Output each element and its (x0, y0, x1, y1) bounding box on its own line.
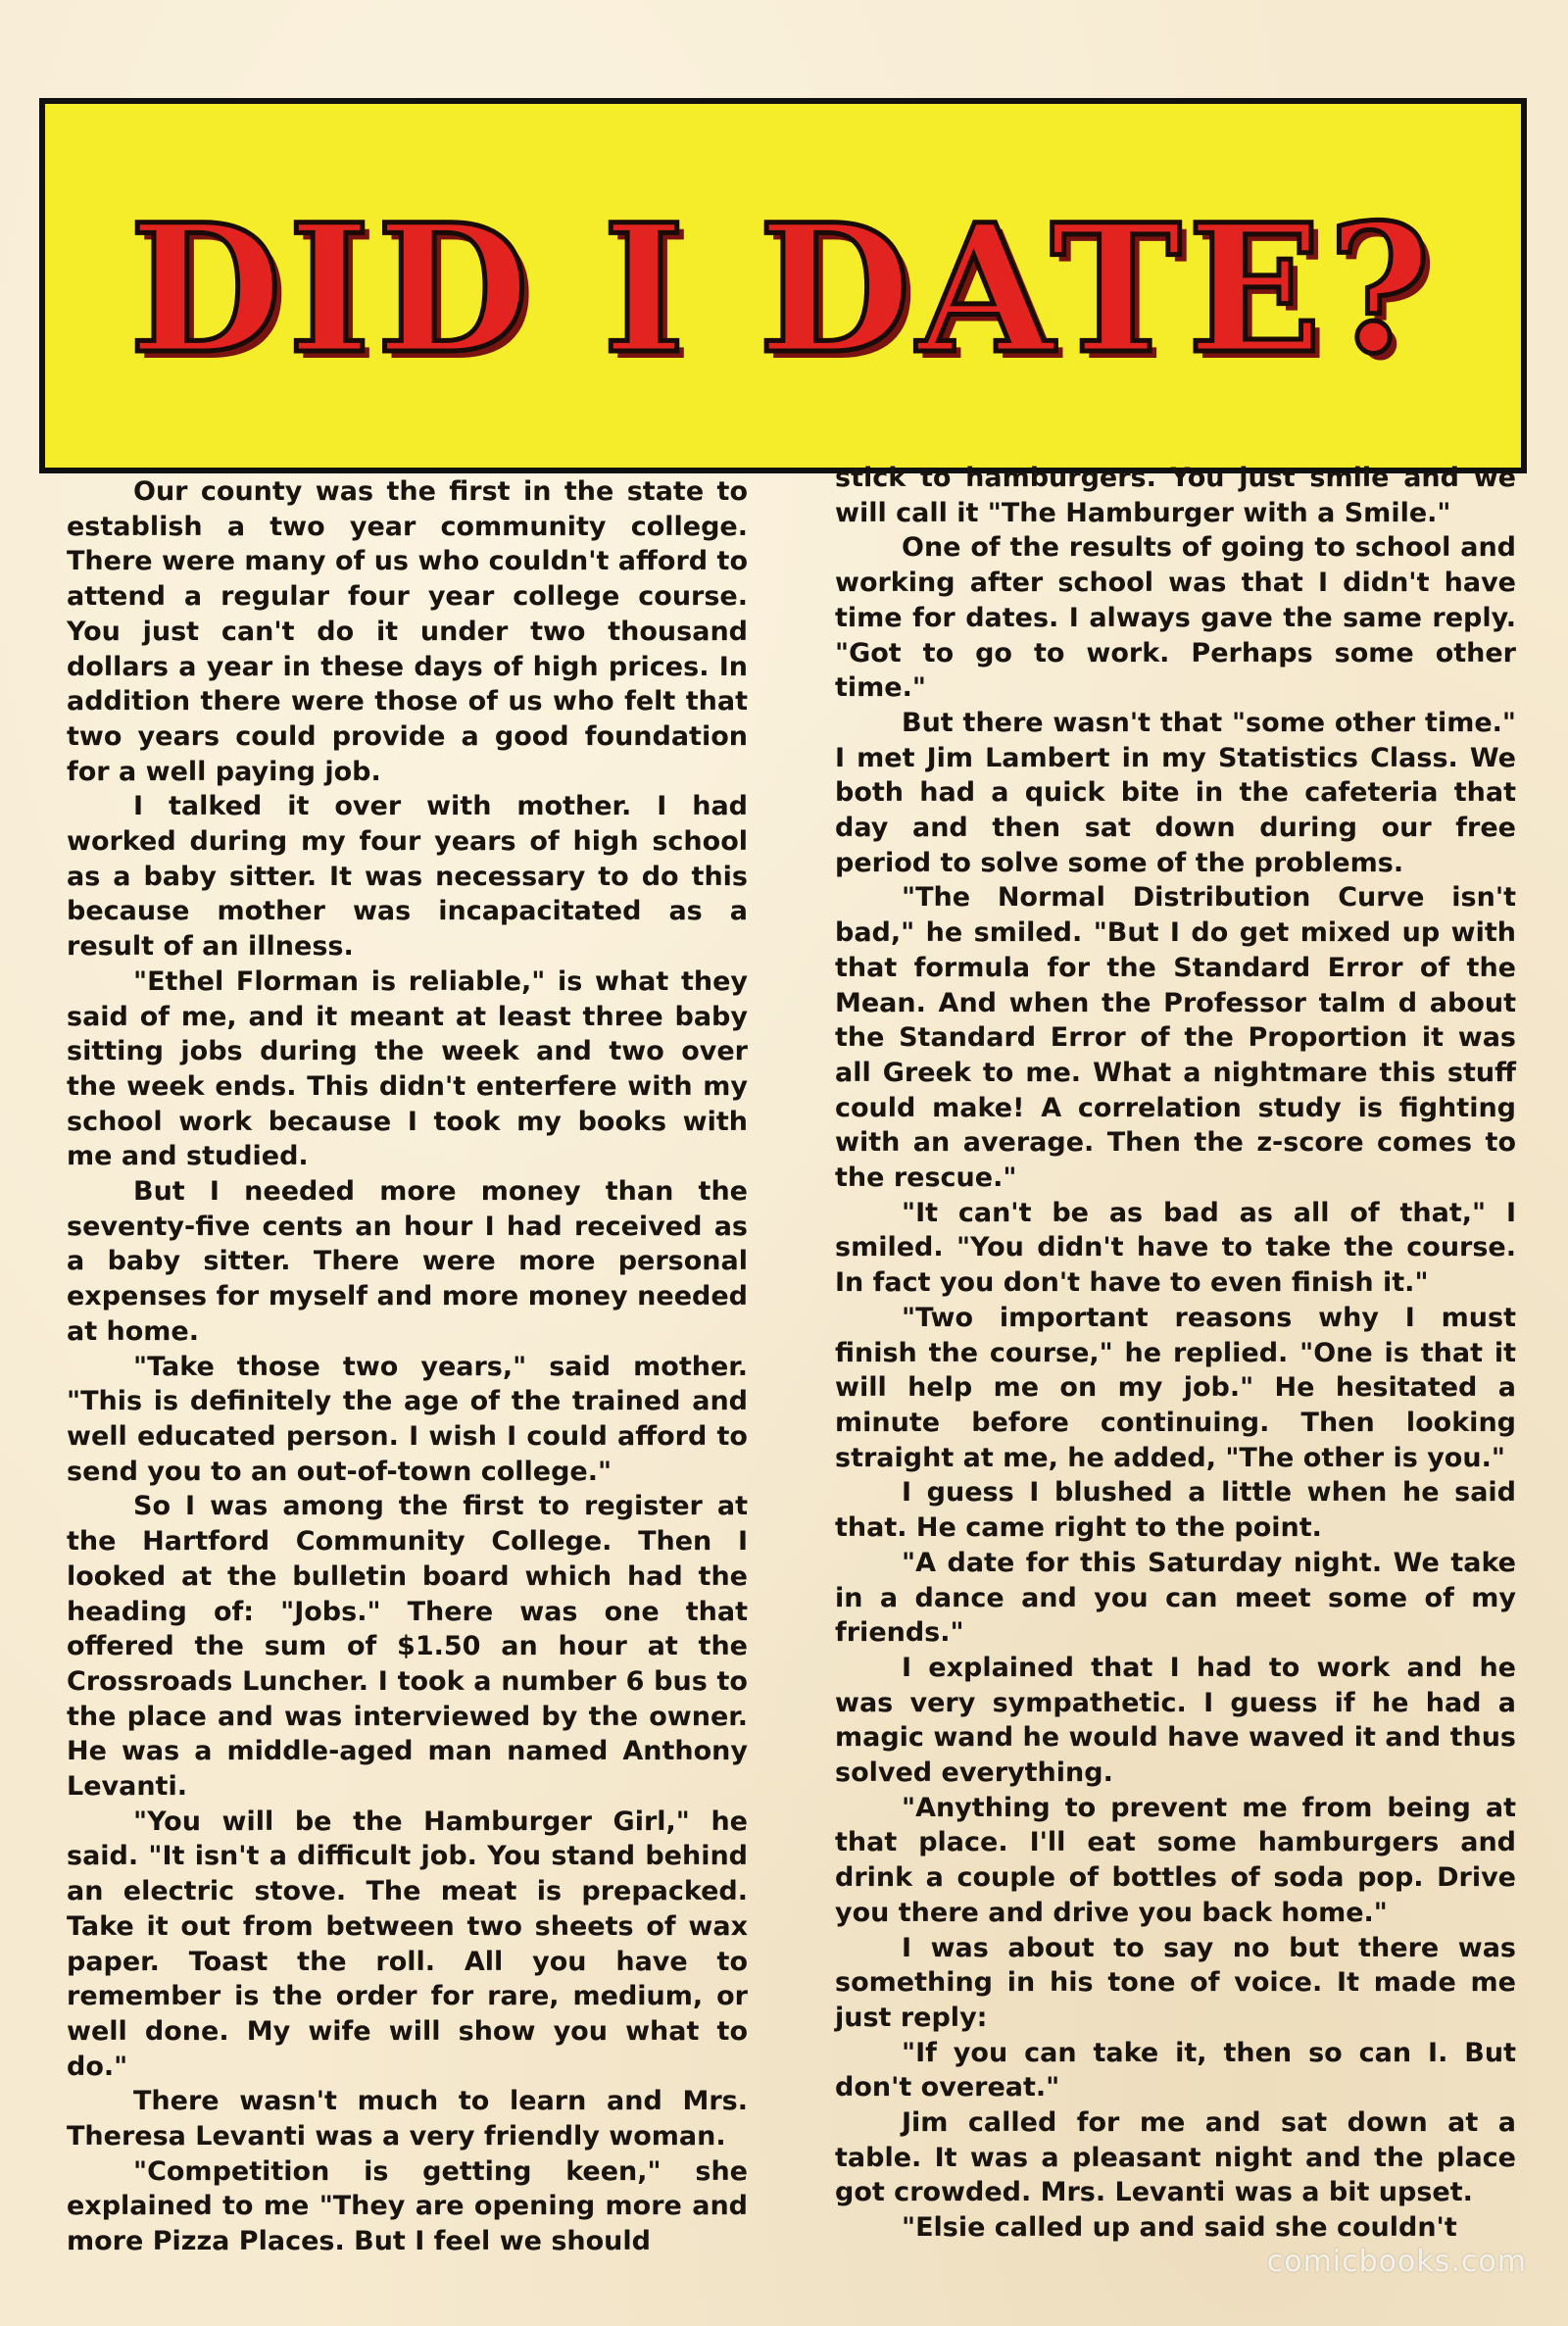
paragraph: stick to hamburgers. You just smile and we will call it "The Hamburger with a Smile." (835, 463, 1516, 528)
paragraph: There wasn't much to learn and Mrs. Theresa Levanti was a very friendly woman. (67, 2086, 748, 2153)
paragraph: "The Normal Distribution Curve isn't bad," he smiled. "But I do get mixed up with that formula for the Standard Error of the Mean. And when the Professor talm d about the Standard Error of the Proportion it was all Greek to me. What a nightmare this stuff could make! A correlation study is fighting with an average. Then the z-score comes to the rescue." (835, 882, 1516, 1194)
paragraph: "A date for this Saturday night. We take in a dance and you can meet some of my friends." (835, 1547, 1516, 1649)
paragraph: "Ethel Florman is reliable," is what they said of me, and it meant at least three baby sitting jobs during the week and two over the week ends. This didn't enterfere with my school work because I took my books with me and studied. (67, 965, 748, 1172)
paragraph: But I needed more money than the seventy-five cents an hour I had received as a baby sitter. There were more personal expenses for myself and more money needed at home. (67, 1176, 748, 1347)
paragraph: So I was among the first to register at the Hartford Community College. Then I looked at the bulletin board which had the heading of: "Jobs." There was one that offered the sum of $1.50 an hour at the Crossroads Luncher. I took a number 6 bus to the place and was interviewed by the owner. He was a middle-aged man named Anthony Levanti. (67, 1491, 748, 1803)
paragraph: One of the results of going to school and working after school was that I didn't have time for dates. I always gave the same reply. "Got to go to work. Perhaps some other time." (835, 532, 1516, 704)
paragraph: "Two important reasons why I must finish the course," he replied. "One is that it will help me on my job." He hesitated a minute before continuing. Then looking straight at me, he added, "The other is you." (835, 1302, 1516, 1473)
left-text-column (67, 474, 748, 2257)
paragraph: "Competition is getting keen," she explained to me "They are opening more and more Pizza Places. But I feel we should (67, 2155, 748, 2257)
paragraph: Jim called for me and sat down at a table. It was a pleasant night and the place got crowded. Mrs. Levanti was a bit upset. (835, 2107, 1516, 2208)
paragraph: I explained that I had to work and he was very sympathetic. I guess if he had a magic wand he would have waved it and thus solved everything. (835, 1652, 1516, 1789)
paragraph: "Elsie called up and said she couldn't (902, 2212, 1457, 2244)
paragraph: "Anything to prevent me from being at that place. I'll eat some hamburgers and drink a couple of bottles of soda pop. Drive you there and drive you back home." (835, 1792, 1516, 1928)
title-banner (39, 98, 1527, 473)
watermark: comicbooks.com (1266, 2245, 1527, 2279)
paragraph: I guess I blushed a little when he said that. He came right to the point. (835, 1477, 1516, 1544)
right-text-column (835, 461, 1516, 2244)
paragraph: "It can't be as bad as all of that," I smiled. "You didn't have to take the course. In fact you don't have to even finish it." (835, 1197, 1516, 1299)
paragraph: Our county was the first in the state to establish a two year community college. There were many of us who couldn't afford to attend a regular four year college course. You just can't do it under two thousand dollars a year in these days of high prices. In addition there were those of us who felt that two years could provide a good foundation for a well paying job. (67, 476, 748, 787)
paragraph: I talked it over with mother. I had worked during my four years of high school as a baby sitter. It was necessary to do this because mother was incapacitated as a result of an illness. (67, 791, 748, 963)
paragraph: "If you can take it, then so can I. But don't overeat." (835, 2037, 1516, 2103)
page-title: DID I DATE? (128, 185, 1438, 393)
paragraph: I was about to say no but there was something in his tone of voice. It made me just reply: (835, 1932, 1516, 2033)
paragraph: But there wasn't that "some other time." I met Jim Lambert in my Statistics Class. We both had a quick bite in the cafeteria that day and then sat down during our free period to solve some of the problems. (835, 707, 1516, 878)
paragraph: "You will be the Hamburger Girl," he said. "It isn't a difficult job. You stand behind an electric stove. The meat is prepacked. Take it out from between two sheets of wax paper. Toast the roll. All you have to remember is the order for rare, medium, or well done. My wife will show you what to do." (67, 1806, 748, 2082)
paragraph: "Take those two years," said mother. "This is definitely the age of the trained and well educated person. I wish I could afford to send you to an out-of-town college." (67, 1351, 748, 1487)
